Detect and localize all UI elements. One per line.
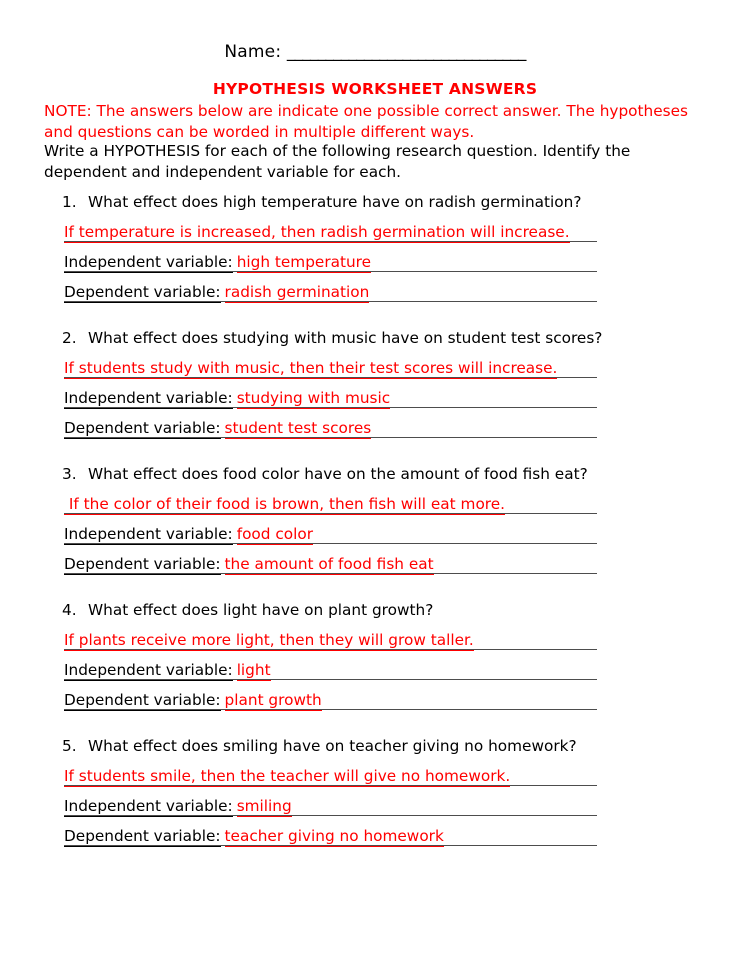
dependent-variable-line[interactable] (64, 277, 597, 302)
independent-variable-answer-text: studying with music (236, 389, 391, 407)
independent-variable-label: Independent variable: (64, 525, 233, 543)
hypothesis-answer-line[interactable] (64, 763, 597, 786)
question-block (0, 192, 750, 302)
dependent-variable-inner (64, 419, 371, 438)
hypothesis-answer-text: If students study with music, then their test scores will increase. (64, 359, 558, 377)
hypothesis-answer-text: If temperature is increased, then radish germination will increase. (64, 223, 570, 241)
page-title: HYPOTHESIS WORKSHEET ANSWERS (212, 80, 538, 98)
hypothesis-answer-inner (64, 767, 510, 786)
dependent-variable-inner (64, 691, 322, 710)
question-number: 4. (62, 601, 77, 619)
question-prompt: What effect does food color have on the amount of food fish eat? (88, 465, 588, 483)
independent-variable-answer-text: food color (236, 525, 314, 543)
note-paragraph: NOTE: The answers below are indicate one possible correct answer. The hypotheses and questions can be worded in multiple different ways. (44, 102, 688, 141)
hypothesis-answer-line[interactable] (64, 355, 597, 378)
questions-list (0, 192, 750, 872)
question-number: 3. (62, 465, 77, 483)
independent-variable-label: Independent variable: (64, 389, 233, 407)
hypothesis-answer-inner (64, 359, 557, 378)
dependent-variable-label: Dependent variable: (64, 283, 221, 301)
dependent-variable-line[interactable] (64, 685, 597, 710)
hypothesis-answer-inner (64, 223, 570, 242)
independent-variable-line[interactable] (64, 519, 597, 544)
dependent-variable-label: Dependent variable: (64, 691, 221, 709)
name-label: Name: (224, 42, 282, 62)
dependent-variable-answer-text: radish germination (224, 283, 370, 301)
hypothesis-answer-line[interactable] (64, 219, 597, 242)
question-prompt: What effect does studying with music have on student test scores? (88, 329, 603, 347)
question-number: 2. (62, 329, 77, 347)
question-prompt: What effect does light have on plant growth? (88, 601, 434, 619)
question-block (0, 736, 750, 846)
dependent-variable-label: Dependent variable: (64, 827, 221, 845)
independent-variable-label: Independent variable: (64, 661, 233, 679)
dependent-variable-answer-text: student test scores (224, 419, 372, 437)
name-field-row (0, 42, 750, 62)
dependent-variable-inner (64, 827, 444, 846)
hypothesis-answer-text: If students smile, then the teacher will give no homework. (64, 767, 511, 785)
dependent-variable-answer-text: the amount of food fish eat (224, 555, 434, 573)
dependent-variable-label: Dependent variable: (64, 555, 221, 573)
question-text (0, 736, 750, 756)
independent-variable-inner (64, 389, 390, 408)
dependent-variable-inner (64, 555, 434, 574)
question-prompt: What effect does smiling have on teacher giving no homework? (88, 737, 577, 755)
independent-variable-label: Independent variable: (64, 253, 233, 271)
question-number: 1. (62, 193, 77, 211)
hypothesis-answer-line[interactable] (64, 627, 597, 650)
independent-variable-inner (64, 661, 271, 680)
question-block (0, 328, 750, 438)
dependent-variable-answer-text: teacher giving no homework (224, 827, 444, 845)
question-number: 5. (62, 737, 77, 755)
independent-variable-label: Independent variable: (64, 797, 233, 815)
independent-variable-inner (64, 797, 292, 816)
independent-variable-inner (64, 525, 313, 544)
dependent-variable-line[interactable] (64, 549, 597, 574)
hypothesis-answer-text: If plants receive more light, then they will grow taller. (64, 631, 474, 649)
independent-variable-line[interactable] (64, 247, 597, 272)
question-text (0, 464, 750, 484)
independent-variable-line[interactable] (64, 655, 597, 680)
question-prompt: What effect does high temperature have on radish germination? (88, 193, 582, 211)
dependent-variable-line[interactable] (64, 821, 597, 846)
dependent-variable-answer-text: plant growth (224, 691, 322, 709)
hypothesis-answer-line[interactable] (64, 491, 597, 514)
question-text (0, 328, 750, 348)
hypothesis-answer-inner (64, 631, 474, 650)
instructions-paragraph: Write a HYPOTHESIS for each of the following research question. Identify the dependent and independent variable for each. (44, 142, 631, 181)
question-text (0, 600, 750, 620)
independent-variable-inner (64, 253, 371, 272)
question-block (0, 600, 750, 710)
independent-variable-answer-text: high temperature (236, 253, 372, 271)
independent-variable-answer-text: smiling (236, 797, 292, 815)
independent-variable-answer-text: light (236, 661, 271, 679)
independent-variable-line[interactable] (64, 791, 597, 816)
question-block (0, 464, 750, 574)
dependent-variable-label: Dependent variable: (64, 419, 221, 437)
dependent-variable-inner (64, 283, 369, 302)
hypothesis-answer-text: If the color of their food is brown, then fish will eat more. (64, 495, 505, 515)
name-blank-rule: _______________________________ (286, 42, 526, 62)
independent-variable-line[interactable] (64, 383, 597, 408)
dependent-variable-line[interactable] (64, 413, 597, 438)
question-text (0, 192, 750, 212)
hypothesis-answer-inner (64, 495, 505, 514)
